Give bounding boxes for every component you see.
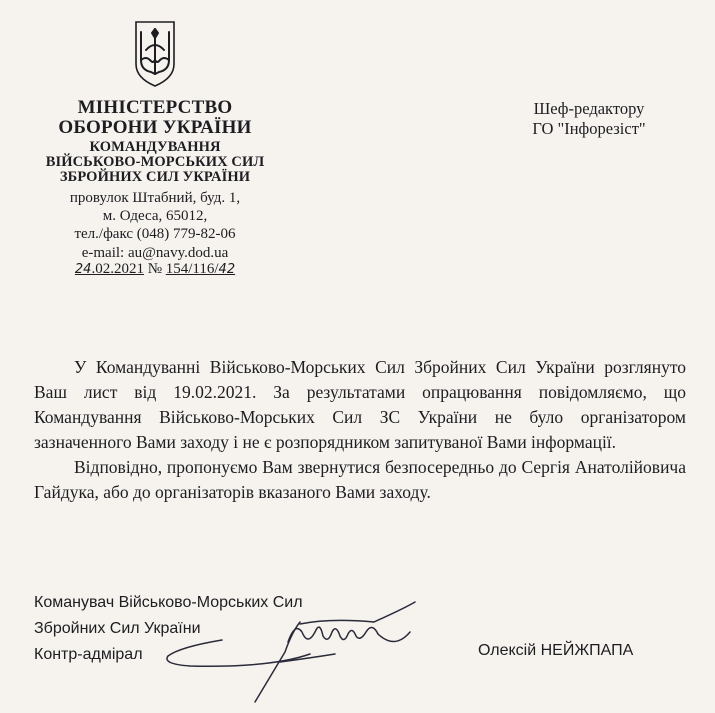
outgoing-reference	[20, 262, 290, 278]
handwritten-signature	[160, 592, 420, 708]
phone-fax: тел./факс (048) 779-82-06	[74, 226, 236, 243]
command-name-line1: КОМАНДУВАННЯ	[89, 138, 221, 155]
letterhead	[20, 98, 290, 278]
command-name-line3: ЗБРОЙНИХ СИЛ УКРАЇНИ	[59, 169, 251, 186]
signatory-position-line2: Збройних Сил України	[34, 620, 201, 637]
document-number: 154/116/	[165, 261, 219, 278]
email: e-mail: au@navy.dod.ua	[81, 244, 229, 261]
date-day-handwritten: 24	[74, 262, 92, 278]
command-name-line2: ВІЙСЬКОВО-МОРСЬКИХ СИЛ	[45, 154, 265, 171]
date-month-year: .02.2021	[91, 261, 144, 278]
address-street: провулок Штабний, буд. 1,	[69, 189, 241, 206]
letter-body	[34, 355, 686, 505]
signatory-rank: Контр-адмірал	[34, 646, 143, 663]
body-paragraph-1: У Командуванні Військово-Морських Сил Збройних Сил України розглянуто Ваш лист від 19.02.2021. За результатами опрацювання повідомляємо, що Командування Військово-Морських Сил ЗС України не було організатором зазначенного Вами заходу і не є розпорядником запитуваної Вами інформації.	[34, 357, 686, 452]
signatory-position-line1: Команувач Військово-Морських Сил	[34, 594, 303, 611]
document-number-handwritten: 42	[218, 262, 236, 278]
body-paragraph-2: Відповідно, пропонуємо Вам звернутися безпосередньо до Сергія Анатолійовича Гайдука, або до організаторів вказаного Вами заходу.	[34, 457, 686, 502]
recipient-title: Шеф-редактору	[533, 99, 645, 118]
ministry-name-line2: ОБОРОНИ УКРАЇНИ	[58, 116, 252, 138]
recipient-block	[489, 99, 689, 139]
number-sign: №	[147, 261, 163, 278]
ministry-name-line1: МІНІСТЕРСТВО	[77, 97, 233, 118]
trident-icon	[133, 20, 177, 88]
recipient-organization: ГО "Інфорезіст"	[532, 118, 646, 138]
signatory-name: Олексій НЕЙЖПАПА	[478, 642, 634, 659]
address-city: м. Одеса, 65012,	[102, 207, 208, 224]
